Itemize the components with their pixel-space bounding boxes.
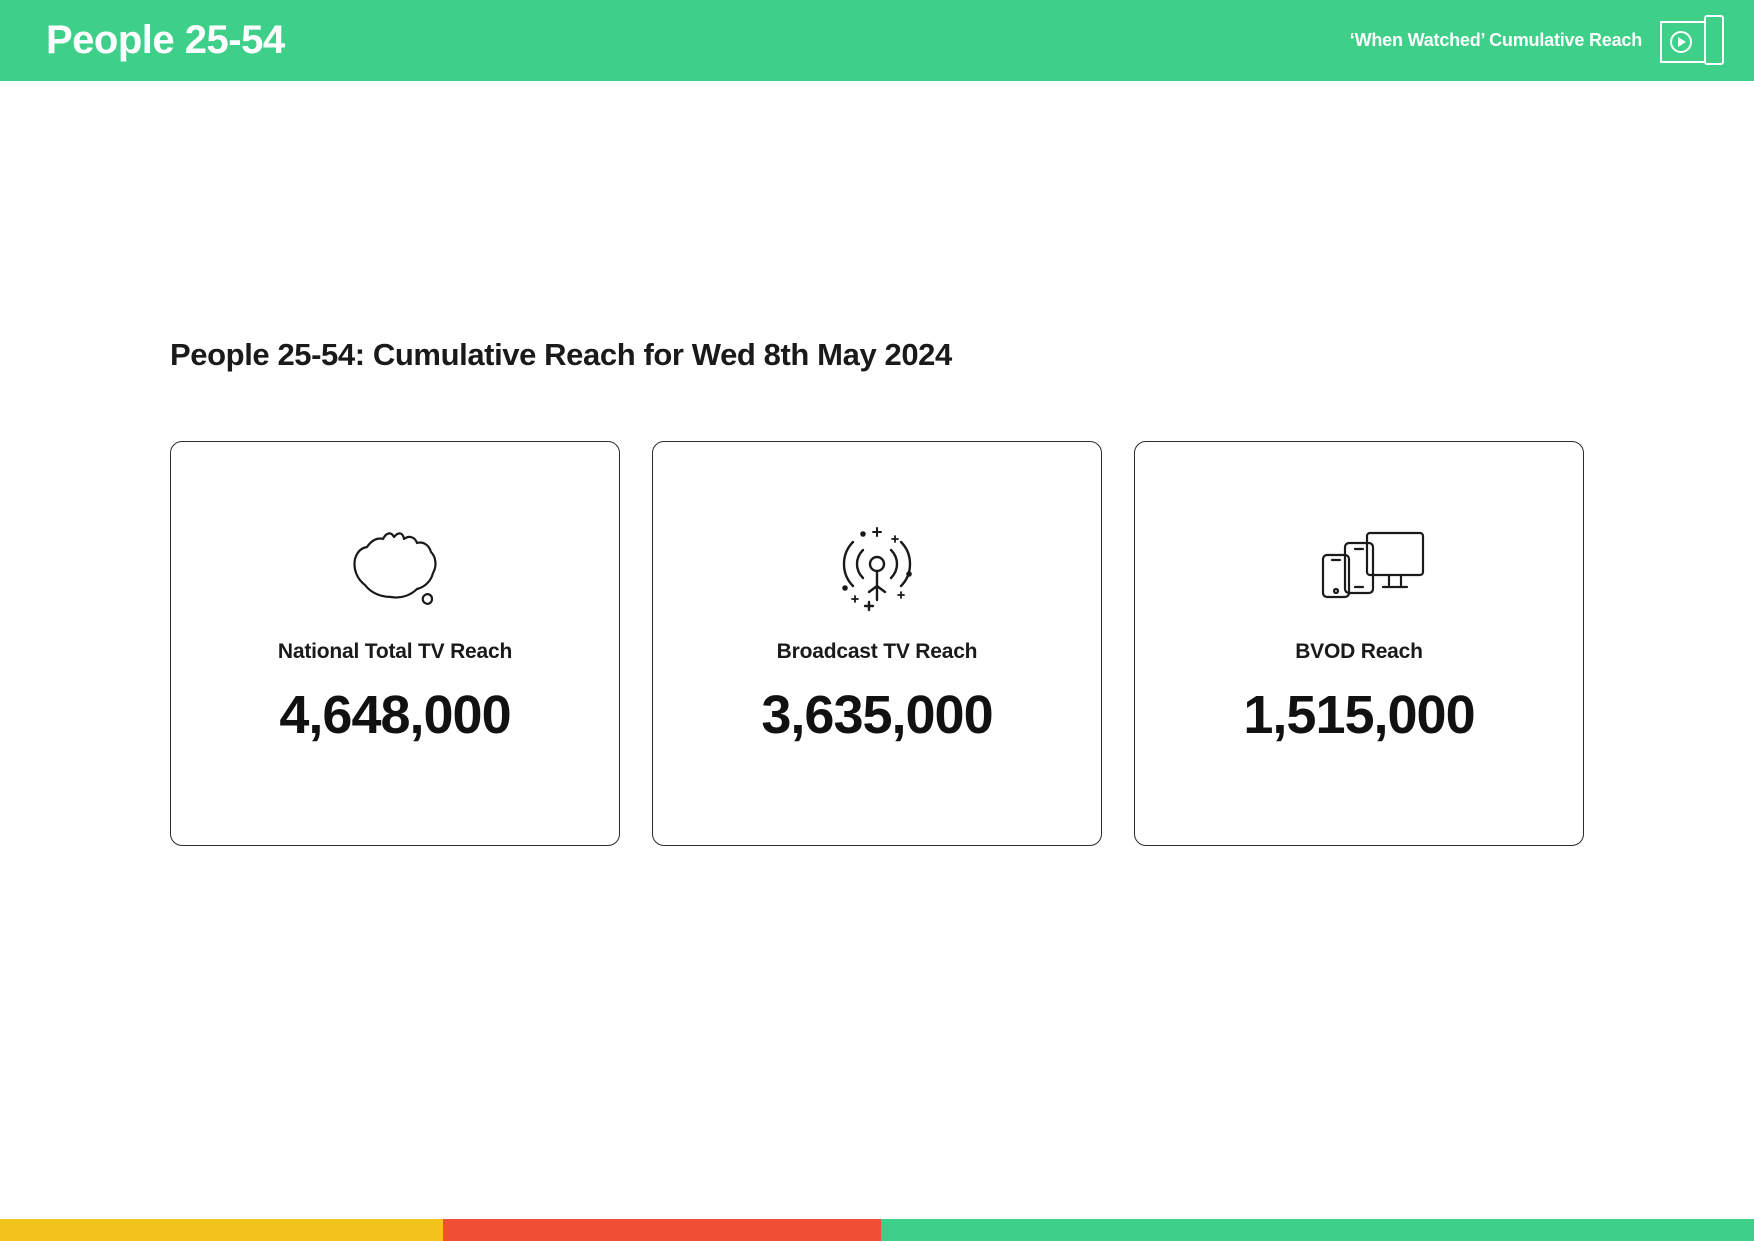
- australia-map-icon: [341, 504, 449, 634]
- metric-card-label: BVOD Reach: [1295, 640, 1423, 663]
- logo-play-triangle: [1678, 37, 1686, 47]
- slide-title: People 25-54: Cumulative Reach for Wed 8th May 2024: [170, 337, 952, 372]
- header-right-group: [1350, 15, 1728, 67]
- metric-card-broadcast-tv-reach: [652, 441, 1102, 846]
- metric-card-bvod-reach: [1134, 441, 1584, 846]
- play-circle-device-logo-icon: [1660, 15, 1728, 67]
- page-title: People 25-54: [46, 18, 285, 62]
- footer-segment-red: [443, 1219, 881, 1241]
- slide-header: [0, 0, 1754, 81]
- metric-card-label: National Total TV Reach: [277, 640, 513, 663]
- footer-segment-green: [881, 1219, 1754, 1241]
- metric-card-label: Broadcast TV Reach: [776, 640, 978, 663]
- metric-card-value: 3,635,000: [761, 685, 993, 745]
- footer-color-stripe: [0, 1219, 1754, 1241]
- multi-device-icon: [1289, 504, 1429, 634]
- metric-card-national-total-tv-reach: [170, 441, 620, 846]
- broadcast-antenna-icon: [825, 504, 929, 634]
- footer-segment-yellow: [0, 1219, 443, 1241]
- header-subtitle: ‘When Watched’ Cumulative Reach: [1349, 30, 1642, 50]
- metric-card-group: [170, 441, 1584, 846]
- metric-card-value: 1,515,000: [1243, 685, 1475, 745]
- metric-card-value: 4,648,000: [279, 685, 511, 745]
- logo-phone-shape: [1704, 15, 1724, 65]
